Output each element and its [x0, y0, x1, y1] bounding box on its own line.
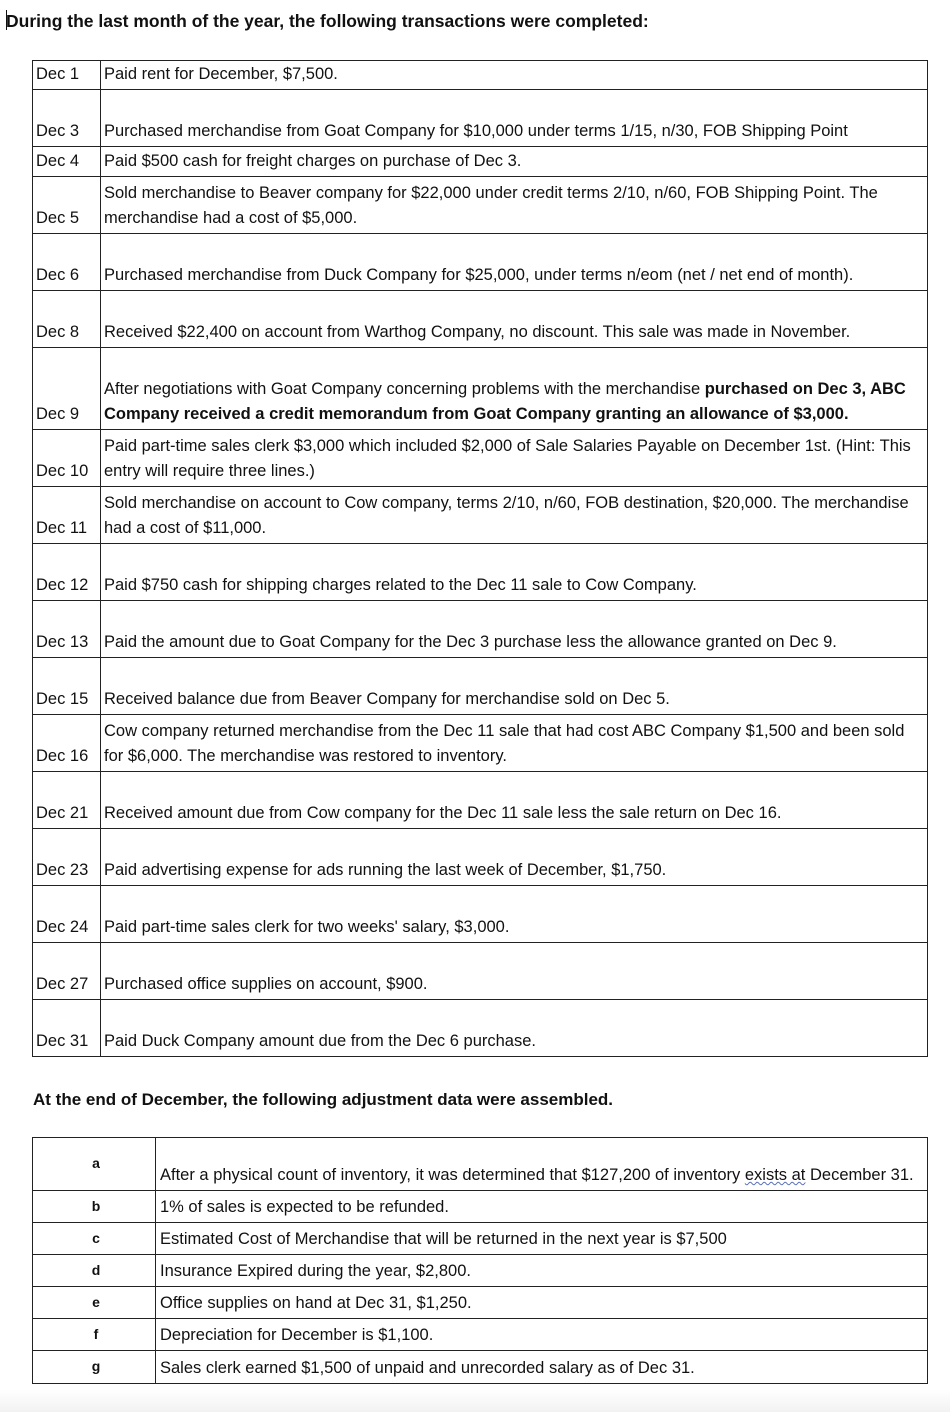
- transaction-text: Paid Duck Company amount due from the Dec 6 purchase.: [101, 1000, 928, 1057]
- transaction-text: Purchased merchandise from Goat Company for $10,000 under terms 1/15, n/30, FOB Shipping Point: [101, 90, 928, 147]
- table-row: [33, 61, 928, 90]
- adjustment-label: a: [33, 1138, 156, 1191]
- table-row: [33, 348, 928, 430]
- table-row: [33, 658, 928, 715]
- adjustment-text: Office supplies on hand at Dec 31, $1,250.: [156, 1287, 928, 1319]
- table-row: [33, 601, 928, 658]
- transaction-date: Dec 12: [33, 544, 101, 601]
- table-row: [33, 487, 928, 544]
- transaction-date: Dec 16: [33, 715, 101, 772]
- adjustments-heading: At the end of December, the following adjustment data were assembled.: [33, 1090, 614, 1109]
- transaction-text: Received $22,400 on account from Warthog Company, no discount. This sale was made in November.: [101, 291, 928, 348]
- transaction-date: Dec 6: [33, 234, 101, 291]
- transaction-text-bold: purchased on Dec 3, ABC Company received a credit memorandum from Goat Company granting an allowance of $3,000.: [104, 380, 906, 423]
- transaction-text: Paid rent for December, $7,500.: [101, 61, 928, 90]
- transaction-text: Sold merchandise to Beaver company for $22,000 under credit terms 2/10, n/60, FOB Shipping Point. The merchandise had a cost of $5,000.: [101, 177, 928, 234]
- adjustment-text: Estimated Cost of Merchandise that will be returned in the next year is $7,500: [156, 1223, 928, 1255]
- transaction-date: Dec 31: [33, 1000, 101, 1057]
- table-row: [33, 234, 928, 291]
- adjustment-text: 1% of sales is expected to be refunded.: [156, 1191, 928, 1223]
- table-row: [33, 886, 928, 943]
- adjustment-text: After a physical count of inventory, it was determined that $127,200 of inventory exists at December 31.: [156, 1138, 928, 1191]
- adjustments-table: [32, 1137, 928, 1384]
- transaction-text: Paid part-time sales clerk $3,000 which included $2,000 of Sale Salaries Payable on December 1st. (Hint: This entry will require three lines.): [101, 430, 928, 487]
- transaction-text: Paid the amount due to Goat Company for the Dec 3 purchase less the allowance granted on Dec 9.: [101, 601, 928, 658]
- table-row: [33, 772, 928, 829]
- transaction-date: Dec 8: [33, 291, 101, 348]
- transaction-date: Dec 5: [33, 177, 101, 234]
- transaction-date: Dec 24: [33, 886, 101, 943]
- table-row: [33, 430, 928, 487]
- table-row: [33, 1000, 928, 1057]
- spellcheck-flag: exists at: [744, 1166, 806, 1184]
- adjustment-text: Depreciation for December is $1,100.: [156, 1319, 928, 1351]
- transaction-date: Dec 23: [33, 829, 101, 886]
- transactions-table: [32, 60, 928, 1057]
- table-row: [33, 544, 928, 601]
- table-row: [33, 715, 928, 772]
- transaction-date: Dec 13: [33, 601, 101, 658]
- transaction-text: Purchased merchandise from Duck Company for $25,000, under terms n/eom (net / net end of month).: [101, 234, 928, 291]
- transaction-date: Dec 11: [33, 487, 101, 544]
- page-title: During the last month of the year, the following transactions were completed:: [6, 11, 649, 31]
- transaction-date: Dec 27: [33, 943, 101, 1000]
- table-row: [33, 943, 928, 1000]
- transaction-date: Dec 3: [33, 90, 101, 147]
- table-row: [33, 1319, 928, 1351]
- transaction-date: Dec 9: [33, 348, 101, 430]
- table-row: [33, 1191, 928, 1223]
- adjustment-label: d: [33, 1255, 156, 1287]
- table-row: [33, 1255, 928, 1287]
- adjustment-label: f: [33, 1319, 156, 1351]
- adjustment-label: c: [33, 1223, 156, 1255]
- transaction-text: Received balance due from Beaver Company for merchandise sold on Dec 5.: [101, 658, 928, 715]
- transaction-text: Paid $750 cash for shipping charges related to the Dec 11 sale to Cow Company.: [101, 544, 928, 601]
- transaction-date: Dec 10: [33, 430, 101, 487]
- table-row: [33, 1223, 928, 1255]
- transaction-text: Purchased office supplies on account, $900.: [101, 943, 928, 1000]
- transaction-date: Dec 21: [33, 772, 101, 829]
- adjustment-label: g: [33, 1351, 156, 1384]
- table-row: [33, 291, 928, 348]
- transaction-date: Dec 15: [33, 658, 101, 715]
- transaction-text: Cow company returned merchandise from the Dec 11 sale that had cost ABC Company $1,500 and been sold for $6,000. The merchandise was restored to inventory.: [101, 715, 928, 772]
- transaction-text: [101, 348, 928, 430]
- transaction-text-plain: After negotiations with Goat Company concerning problems with the merchandise: [104, 380, 705, 398]
- table-row: [33, 147, 928, 177]
- table-row: [33, 1351, 928, 1384]
- table-row: [33, 829, 928, 886]
- transaction-text: Paid part-time sales clerk for two weeks' salary, $3,000.: [101, 886, 928, 943]
- adjustment-text: Sales clerk earned $1,500 of unpaid and unrecorded salary as of Dec 31.: [156, 1351, 928, 1384]
- page-bottom-fade: [0, 1390, 950, 1412]
- transaction-text: Sold merchandise on account to Cow company, terms 2/10, n/60, FOB destination, $20,000. The merchandise had a cost of $11,000.: [101, 487, 928, 544]
- transaction-text: Paid advertising expense for ads running the last week of December, $1,750.: [101, 829, 928, 886]
- transaction-text: Paid $500 cash for freight charges on purchase of Dec 3.: [101, 147, 928, 177]
- adjustment-label: e: [33, 1287, 156, 1319]
- table-row: [33, 177, 928, 234]
- transaction-date: Dec 1: [33, 61, 101, 90]
- table-row: [33, 1138, 928, 1191]
- adjustment-label: b: [33, 1191, 156, 1223]
- table-row: [33, 1287, 928, 1319]
- transaction-date: Dec 4: [33, 147, 101, 177]
- transaction-text: Received amount due from Cow company for the Dec 11 sale less the sale return on Dec 16.: [101, 772, 928, 829]
- table-row: [33, 90, 928, 147]
- adjustment-text: Insurance Expired during the year, $2,800.: [156, 1255, 928, 1287]
